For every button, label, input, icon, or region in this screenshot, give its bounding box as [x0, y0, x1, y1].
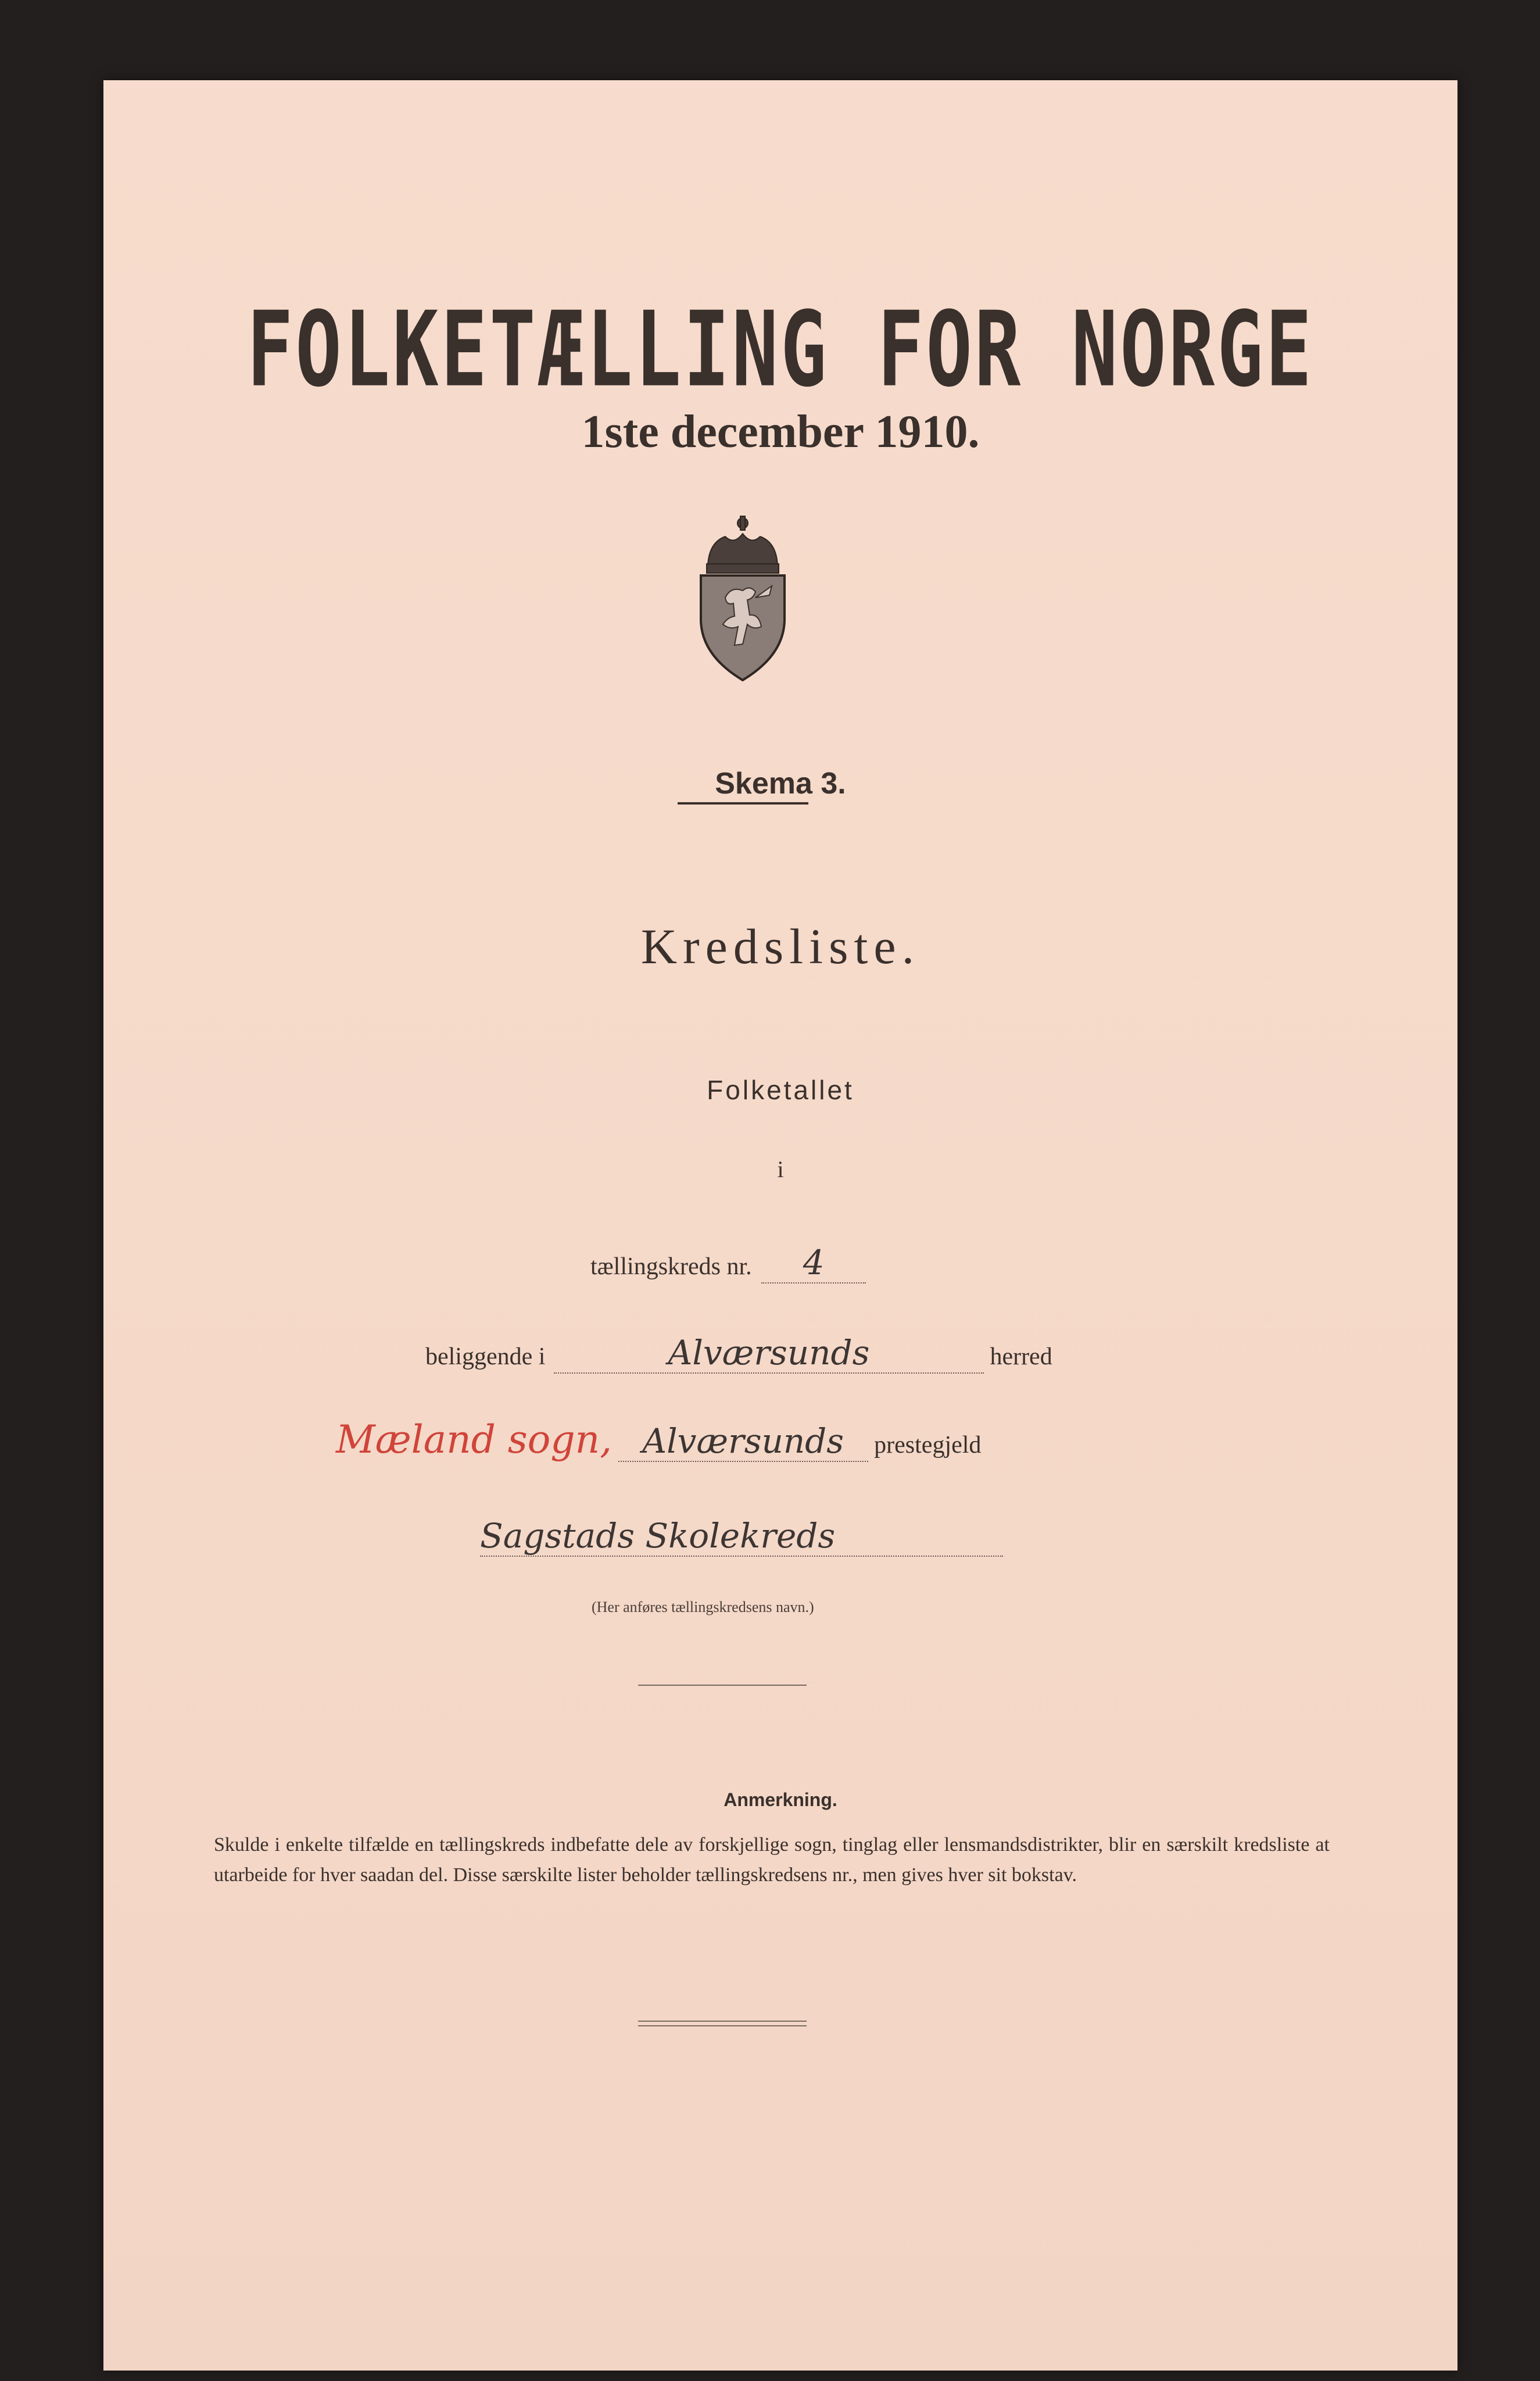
- counting-district-value: 4: [803, 1243, 825, 1282]
- district-name-value: Sagstads Skolekreds: [480, 1516, 836, 1556]
- connector-word: i: [777, 1156, 784, 1182]
- document-title: FOLKETÆLLING FOR NORGE: [246, 289, 1315, 410]
- municipality-suffix: herred: [990, 1343, 1052, 1370]
- double-separator-bottom: [638, 2025, 807, 2026]
- counting-district-label: tællingskreds nr.: [590, 1253, 752, 1280]
- parish-field: [618, 1421, 868, 1462]
- municipality-value: Alværsunds: [668, 1333, 870, 1372]
- parish-suffix: prestegjeld: [874, 1432, 982, 1458]
- counting-district-row: [590, 1243, 866, 1284]
- municipality-prefix: beliggende i: [425, 1343, 546, 1370]
- municipality-row: [425, 1333, 1052, 1374]
- separator-line: [638, 1685, 807, 1686]
- census-form-page: [103, 80, 1457, 2371]
- municipality-field: [554, 1333, 984, 1374]
- district-name-field: [480, 1516, 1003, 1557]
- parish-row: [336, 1417, 981, 1462]
- form-subheading: Folketallet: [707, 1075, 854, 1105]
- norwegian-coat-of-arms-icon: [685, 510, 801, 685]
- district-name-row: [480, 1516, 1003, 1557]
- counting-district-field: [761, 1243, 866, 1284]
- double-separator-top: [638, 2021, 807, 2022]
- form-heading: Kredsliste.: [640, 918, 921, 974]
- document-date: 1ste december 1910.: [581, 406, 980, 457]
- parish-handwritten-red: Mæland sogn,: [336, 1417, 613, 1462]
- remark-body: Skulde i enkelte tilfælde en tællingskreds indbefatte dele av forskjellige sogn, tinglag eller lensmandsdistrikter, blir en særskilt kredsliste at utarbeide for hver saadan del. Disse særskilte lister beholder tællingskredsens nr., men gives hver sit bokstav.: [214, 1834, 1330, 1886]
- schema-label: Skema 3.: [715, 767, 846, 800]
- district-name-note: (Her anføres tællingskredsens navn.): [592, 1599, 814, 1615]
- remark-title: Anmerkning.: [724, 1789, 837, 1810]
- parish-value: Alværsunds: [642, 1421, 844, 1461]
- schema-underline: [678, 802, 808, 805]
